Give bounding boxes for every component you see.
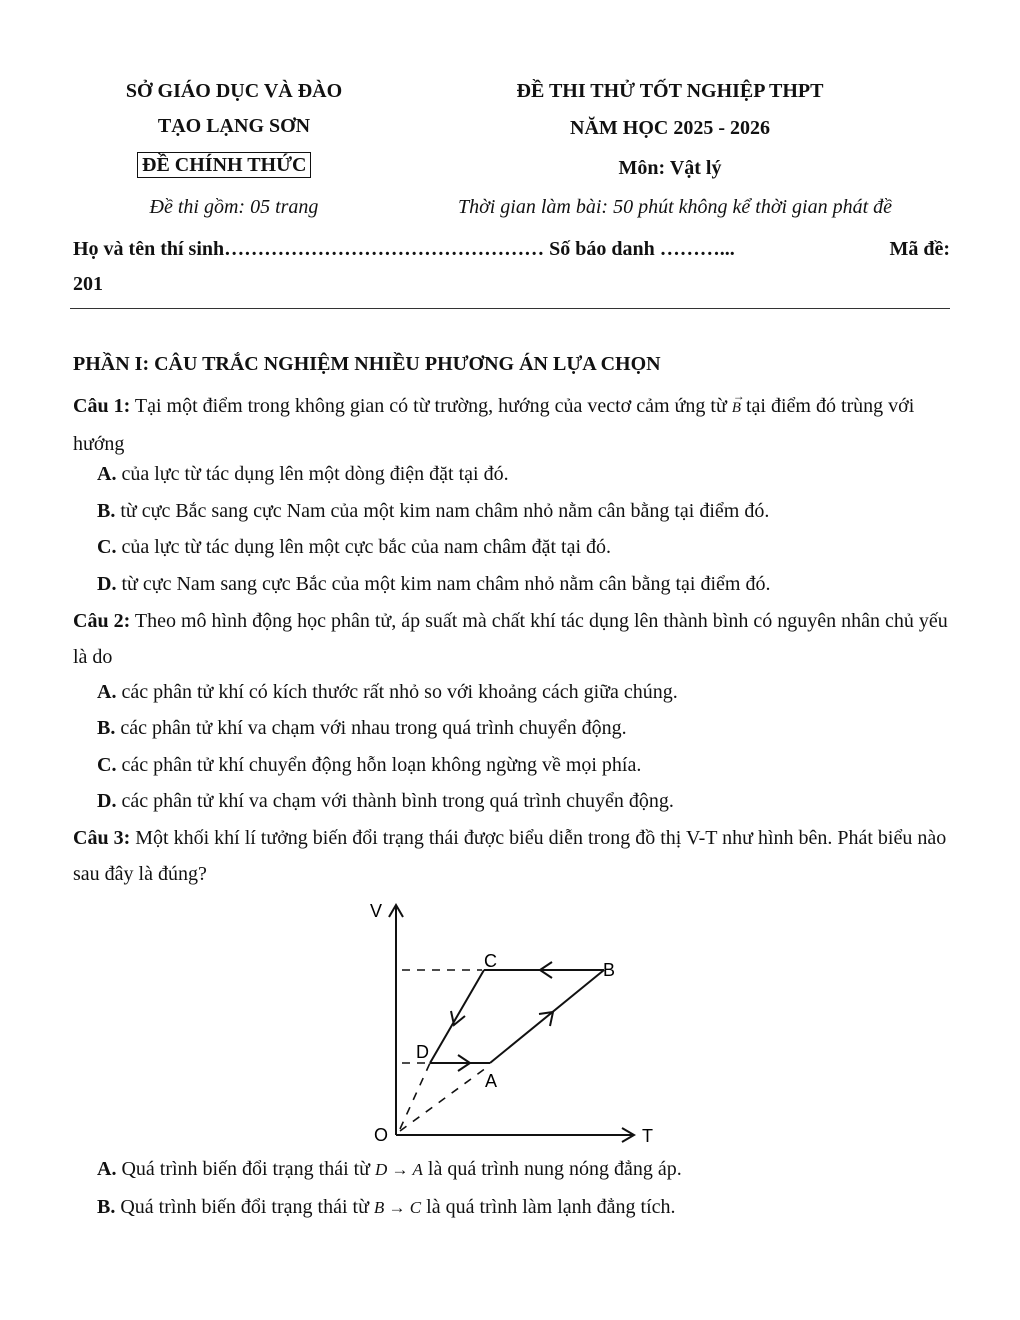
- option-text: từ cực Nam sang cực Bắc của một kim nam châm nhỏ nằm cân bằng tại điểm đó.: [121, 573, 771, 595]
- option-text-b: là quá trình làm lạnh đẳng tích.: [426, 1196, 676, 1218]
- option-text-b: là quá trình nung nóng đẳng áp.: [427, 1158, 682, 1180]
- question-3-label: Câu 3:: [73, 827, 131, 849]
- option-text: của lực từ tác dụng lên một cực bắc của nam châm đặt tại đó.: [121, 536, 612, 558]
- question-1-text-a: Tại một điểm trong không gian có từ trường, hướng của vectơ cảm ứng từ: [134, 395, 727, 417]
- point-b-label: B: [603, 960, 616, 980]
- official-badge: [137, 152, 311, 178]
- option-letter: B.: [97, 500, 116, 522]
- question-1-option-d[interactable]: [97, 573, 770, 596]
- vector-b-symbol: [731, 386, 745, 426]
- name-label: Họ và tên thí sinh: [73, 238, 225, 260]
- question-2-stem: [73, 603, 953, 675]
- segment-ab: [490, 970, 604, 1063]
- question-1-label: Câu 1:: [73, 395, 131, 417]
- option-letter: A.: [97, 681, 117, 703]
- question-1-option-c[interactable]: [97, 536, 611, 559]
- sbd-label: Số báo danh: [549, 238, 655, 260]
- option-text: từ cực Bắc sang cực Nam của một kim nam châm nhỏ nằm cân bằng tại điểm đó.: [120, 500, 770, 522]
- option-math: B → C: [373, 1198, 422, 1217]
- option-letter: A.: [97, 463, 117, 485]
- option-math: D → A: [375, 1160, 423, 1179]
- sbd-dots: ………...: [659, 238, 735, 260]
- code-label: Mã đề:: [889, 238, 950, 260]
- question-3-option-b[interactable]: [97, 1196, 676, 1219]
- department-name-line2: TẠO LẠNG SƠN: [157, 115, 311, 137]
- question-3-option-a[interactable]: [97, 1158, 682, 1181]
- question-2-label: Câu 2:: [73, 610, 131, 632]
- question-2-option-d[interactable]: [97, 790, 674, 813]
- question-2-text: Theo mô hình động học phân tử, áp suất mà chất khí tác dụng lên thành bình có nguyên nhân chủ yếu là do: [73, 610, 948, 668]
- question-3-stem: [73, 820, 953, 892]
- question-1-option-b[interactable]: [97, 500, 769, 523]
- segment-cd: [430, 970, 484, 1063]
- option-text: của lực từ tác dụng lên một dòng điện đặt tại đó.: [121, 463, 509, 485]
- subject: Môn: Vật lý: [618, 157, 722, 179]
- name-dots: …………………………………………: [224, 238, 545, 260]
- question-2-option-a[interactable]: [97, 681, 678, 704]
- vector-arrow-icon: →: [732, 389, 745, 403]
- option-letter: D.: [97, 573, 117, 595]
- option-letter: D.: [97, 790, 117, 812]
- option-letter: B.: [97, 1196, 116, 1218]
- header-divider: [70, 308, 950, 309]
- school-year: NĂM HỌC 2025 - 2026: [570, 117, 770, 139]
- point-c-label: C: [484, 951, 497, 971]
- section-title-text: PHẦN I: CÂU TRẮC NGHIỆM NHIỀU PHƯƠNG ÁN LỰA CHỌN: [73, 353, 661, 375]
- question-2-option-c[interactable]: [97, 754, 641, 777]
- question-1-option-a[interactable]: [97, 463, 509, 486]
- point-a-label: A: [485, 1071, 498, 1091]
- option-text: các phân tử khí chuyển động hỗn loạn không ngừng về mọi phía.: [121, 754, 642, 776]
- option-text: các phân tử khí va chạm với nhau trong quá trình chuyển động.: [120, 717, 627, 739]
- axis-t-label: T: [642, 1126, 653, 1146]
- point-d-label: D: [416, 1042, 429, 1062]
- origin-label: O: [374, 1125, 389, 1145]
- question-2-option-b[interactable]: [97, 717, 627, 740]
- option-letter: C.: [97, 536, 117, 558]
- section-title: [73, 353, 661, 376]
- exam-code: [73, 273, 103, 296]
- exam-title: ĐỀ THI THỬ TỐT NGHIỆP THPT: [516, 80, 824, 102]
- pages-note: Đề thi gồm: 05 trang: [149, 196, 319, 218]
- option-letter: A.: [97, 1158, 117, 1180]
- time-note: Thời gian làm bài: 50 phút không kể thời gian phát đề: [457, 196, 893, 218]
- vector-b-letter: B: [731, 400, 741, 416]
- question-1-stem: [73, 386, 953, 462]
- exam-code-value: 201: [73, 273, 103, 295]
- vt-diagram: [362, 895, 662, 1150]
- question-1-text-b: tại điểm đó trùng với hướng: [73, 395, 915, 455]
- axis-v-label: V: [370, 901, 383, 921]
- option-letter: B.: [97, 717, 116, 739]
- option-text-a: Quá trình biến đổi trạng thái từ: [121, 1158, 371, 1180]
- official-badge-label: ĐỀ CHÍNH THỨC: [137, 152, 311, 178]
- option-text: các phân tử khí có kích thước rất nhỏ so với khoảng cách giữa chúng.: [121, 681, 678, 703]
- option-text: các phân tử khí va chạm với thành bình trong quá trình chuyển động.: [121, 790, 674, 812]
- option-letter: C.: [97, 754, 117, 776]
- option-text-a: Quá trình biến đổi trạng thái từ: [120, 1196, 369, 1218]
- question-3-text: Một khối khí lí tưởng biến đổi trạng thái được biểu diễn trong đồ thị V-T như hình bên. Phát biểu nào sau đây là đúng?: [73, 827, 947, 885]
- department-name-line1: SỞ GIÁO DỤC VÀ ĐÀO: [125, 80, 343, 102]
- candidate-info: [73, 238, 950, 261]
